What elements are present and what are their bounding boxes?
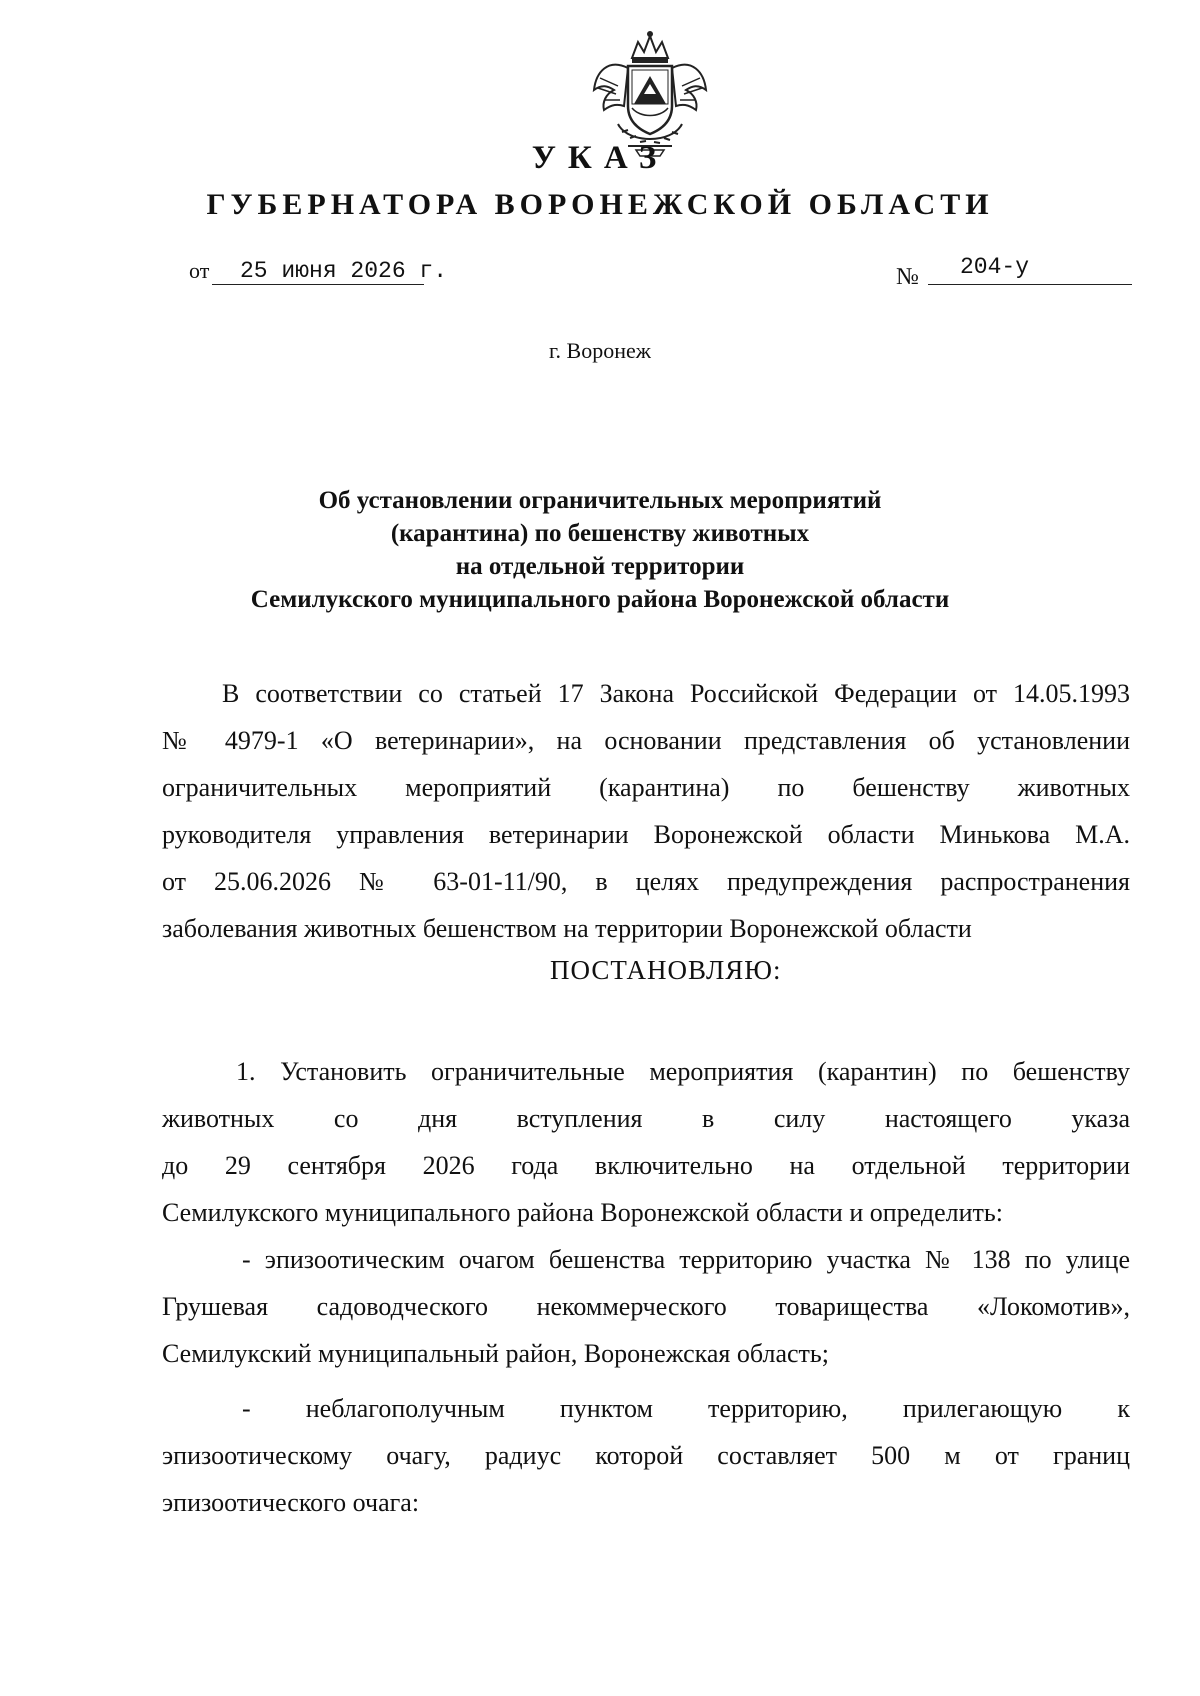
date-prefix: от: [189, 258, 210, 283]
document-type: УКАЗ: [531, 140, 669, 176]
number-value: 204-у: [960, 254, 1030, 280]
title-line: Об установлении ограничительных мероприятий: [318, 487, 882, 514]
preamble-line: заболевания животных бешенством на территории Воронежской области: [162, 914, 972, 943]
focus-line: Грушевая садоводческого некоммерческого товарищества «Локомотив»,: [162, 1292, 1130, 1321]
item1-line: Семилукского муниципального района Воронежской области и определить:: [162, 1198, 1003, 1227]
number-prefix: №: [896, 264, 919, 290]
word: пунктом: [559, 1394, 653, 1423]
number-underline: [928, 284, 1132, 285]
word: -: [242, 1394, 251, 1423]
decree-word: ПОСТАНОВЛЯЮ:: [550, 955, 782, 985]
preamble-line: ограничительных мероприятий (карантина) по бешенству животных: [162, 773, 1130, 802]
title-line: Семилукского муниципального района Воронежской области: [250, 586, 950, 613]
issuer-title: ГУБЕРНАТОРА ВОРОНЕЖСКОЙ ОБЛАСТИ: [206, 188, 994, 221]
preamble-line: № 4979-1 «О ветеринарии», на основании представления об установлении: [162, 726, 1130, 755]
item1-line: до 29 сентября 2026 года включительно на отдельной территории: [162, 1151, 1130, 1180]
date-underline: [212, 284, 424, 285]
unfavorable-first-line: [242, 1385, 1130, 1432]
date-value: 25 июня 2026 г.: [240, 258, 448, 284]
preamble-line: руководителя управления ветеринарии Воронежской области Минькова М.А.: [162, 820, 1130, 849]
word: прилегающую: [902, 1394, 1063, 1423]
unfavorable-line: эпизоотического очага:: [162, 1488, 420, 1517]
city: г. Воронеж: [549, 338, 651, 363]
item1-line: животных со дня вступления в силу настоящего указа: [162, 1104, 1130, 1133]
title-line: на отдельной территории: [455, 553, 745, 580]
unfavorable-line: эпизоотическому очагу, радиус которой составляет 500 м от границ: [162, 1441, 1130, 1470]
focus-line: Семилукский муниципальный район, Воронежская область;: [162, 1339, 829, 1368]
preamble-line: от 25.06.2026 № 63-01-11/90, в целях предупреждения распространения: [162, 867, 1130, 896]
word: неблагополучным: [305, 1394, 505, 1423]
word: территорию,: [708, 1394, 848, 1423]
item1-line: 1. Установить ограничительные мероприятия (карантин) по бешенству: [236, 1057, 1130, 1086]
title-line: (карантина) по бешенству животных: [390, 520, 810, 547]
word: к: [1117, 1394, 1130, 1423]
preamble-line: В соответствии со статьей 17 Закона Российской Федерации от 14.05.1993: [222, 679, 1130, 708]
focus-line: - эпизоотическим очагом бешенства территорию участка № 138 по улице: [242, 1245, 1130, 1274]
